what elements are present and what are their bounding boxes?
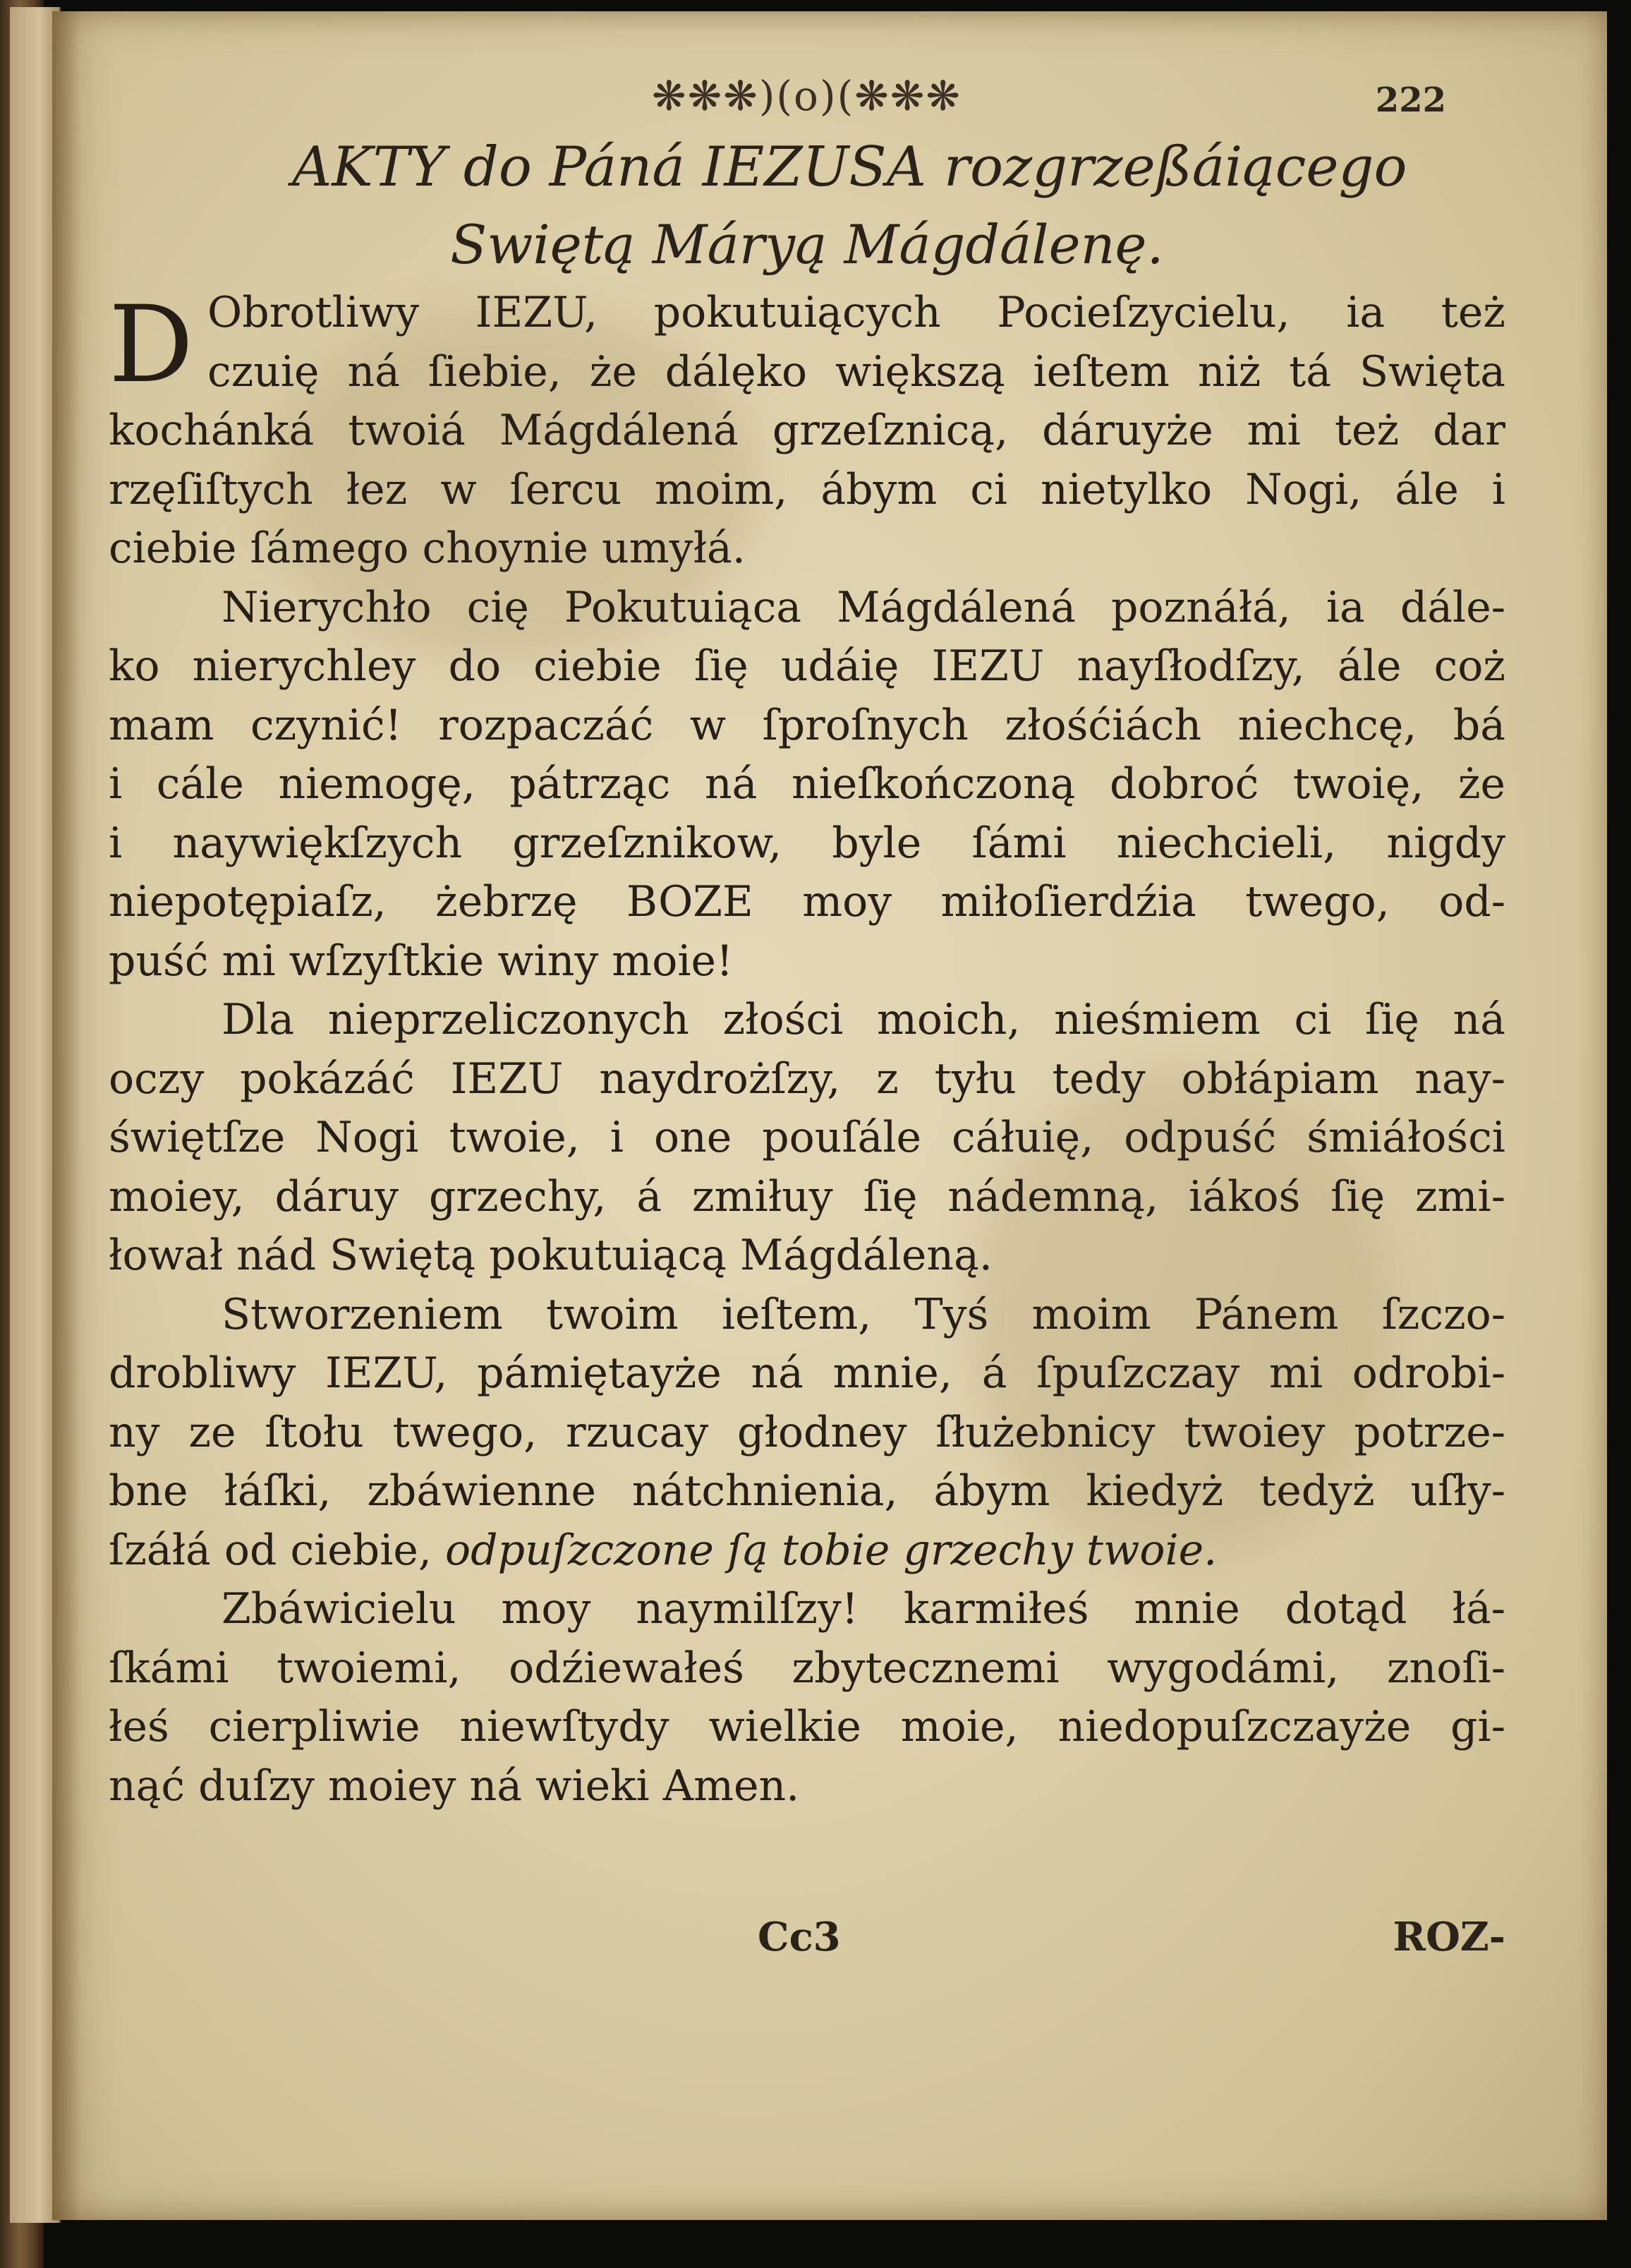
page-footer (109, 1914, 1505, 1977)
text-line: mam czynić! rozpaczáć w ſproſnych złośćiách niechcę, bá (109, 700, 1505, 750)
book-page (52, 11, 1607, 2220)
text-line: ſkámi twoiemi, odźiewałeś zbytecznemi wygodámi, znoſi- (109, 1643, 1505, 1693)
text-line: moiey, dáruy grzechy, á zmiłuy ſię nádemną, iákoś ſię zmi- (109, 1171, 1505, 1222)
text-line: Stworzeniem twoim ieſtem, Tyś moim Pánem ſzczo- (222, 1289, 1505, 1339)
text-line: łował nád Swiętą pokutuiącą Mágdáleną. (109, 1231, 993, 1280)
paragraph (109, 284, 1505, 579)
catchword: ROZ- (1393, 1914, 1505, 1960)
text-line (109, 1521, 1505, 1581)
text-line-start: ſzáłá od ciebie, (109, 1525, 432, 1575)
text-line: rzęſiſtych łez w ſercu moim, ábym ci nietylko Nogi, ále i (109, 464, 1505, 514)
text-line: ny ze ſtołu twego, rzucay głodney ſłużebnicy twoiey potrze- (109, 1407, 1505, 1457)
paragraph (109, 1580, 1505, 1816)
signature-mark: Cc3 (758, 1914, 841, 1960)
text-line: Zbáwicielu moy naymilſzy! karmiłeś mnie dotąd łá- (222, 1584, 1505, 1634)
heading-line-2: Swiętą Máryą Mágdálenę. (450, 213, 1164, 276)
text-line: bne łáſki, zbáwienne nátchnienia, ábym kiedyż tedyż uſły- (109, 1466, 1505, 1516)
text-line: Dla nieprzeliczonych złości moich, nieśmiem ci ſię ná (222, 995, 1505, 1044)
italic-quotation: odpuſzczone ſą tobie grzechy twoie. (445, 1525, 1218, 1575)
heading-line-1: AKTY do Páná IEZUSA rozgrzeßáiącego (292, 135, 1407, 199)
text-line: puść mi wſzyſtkie winy moie! (109, 936, 734, 986)
text-line: Nierychło cię Pokutuiąca Mágdálená poznáłá, ia dále- (222, 582, 1505, 632)
text-line: łeś cierpliwie niewſtydy wielkie moie, niedopuſzczayże gi- (109, 1702, 1505, 1751)
paragraph (109, 1286, 1505, 1581)
page-gutter-shadow (52, 11, 80, 2220)
body-text (109, 284, 1505, 1816)
paragraph (109, 991, 1505, 1286)
text-line: ciebie ſámego choynie umyłá. (109, 524, 746, 573)
text-line: kochánká twoiá Mágdálená grzeſznicą, dáruyże mi też dar (109, 406, 1505, 455)
text-line: nąć duſzy moiey ná wieki Amen. (109, 1761, 800, 1811)
text-line: i cále niemogę, pátrząc ná nieſkończoną dobroć twoię, że (109, 759, 1505, 809)
text-line: niepotępiaſz, żebrzę BOZE moy miłoſierdźia twego, od- (109, 877, 1505, 927)
text-line: ko nierychley do ciebie ſię udáię IEZU nayſłodſzy, ále coż (109, 641, 1505, 691)
page-number: 222 (1375, 80, 1446, 120)
text-line: czuię ná ſiebie, że dálęko większą ieſtem niż tá Swięta (207, 346, 1505, 397)
text-line: oczy pokázáć IEZU naydrożſzy, z tyłu tedy obłápiam nay- (109, 1054, 1505, 1104)
text-line: Obrotliwy IEZU, pokutuiących Pocieſzycielu, ia też (207, 288, 1505, 337)
text-line: świętſze Nogi twoie, i one pouſále cáłuię, odpuść śmiáłości (109, 1113, 1505, 1162)
drop-cap: D (109, 284, 194, 406)
header-ornament: ❋❋❋)(o)(❋❋❋ (652, 72, 962, 120)
drop-cap-block (109, 284, 1505, 406)
text-line: i naywiękſzych grzeſznikow, byle ſámi niechcieli, nigdy (109, 818, 1505, 868)
paragraph (109, 579, 1505, 991)
text-line: drobliwy IEZU, pámiętayże ná mnie, á ſpuſzczay mi odrobi- (109, 1349, 1505, 1398)
